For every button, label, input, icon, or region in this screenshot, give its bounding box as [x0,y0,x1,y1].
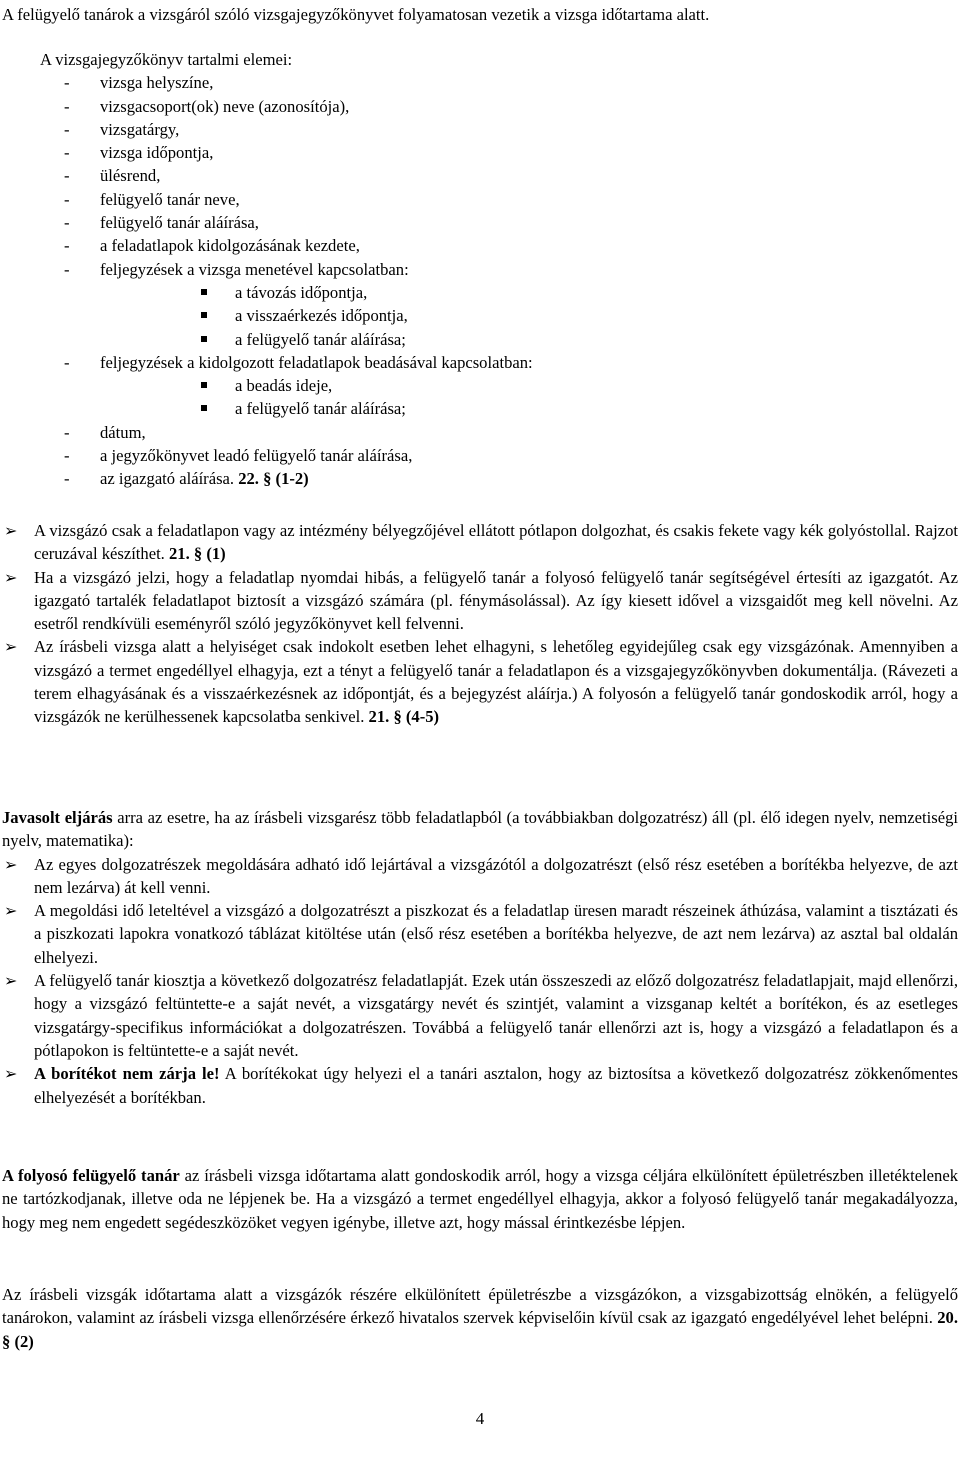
dash-marker: - [64,189,70,209]
procedure-item: ➢ A borítékot nem zárja le! A borítékokat úgy helyezi el a tanári asztalon, hogy az biztosítsa a következő dolgozatrész zökkenőmentes elhelyezését a borítékban. [4,1064,958,1107]
square-bullet-icon [201,405,207,411]
dash-marker: - [64,352,70,372]
legal-reference: 21. § (4-5) [368,707,440,727]
dash-marker: - [64,236,70,256]
list-item: - felügyelő tanár neve, [40,188,940,211]
rule-item: ➢ Ha a vizsgázó jelzi, hogy a feladatlap nyomdai hibás, a felügyelő tanár a folyosó felügyelő tanár segítségével értesíti az igazgatót. Az igazgató tartalék feladatlapot biztosít a vizsgázó számára (pl. fénymásolással). Az így kiesett idővel a vizsgaidőt meg kell növelni. Az esetről rendkívüli eseményről szóló jegyzőkönyvet kell felvenni. [4,567,958,634]
legal-reference: 22. § (1-2) [238,469,309,489]
dash-marker: - [64,259,70,279]
procedure-item: ➢ A megoldási idő leteltével a vizsgázó a dolgozatrészt a piszkozat és a feladatlap üresen maradt részeinek áthúzása, valamint a tisztázati és a piszkozati lapokra vonatkozó táblázat kitöltése után (első rész esetében a borítékba helyezve, de azt nem lezárva) az asztal bal oldalán elhelyezi. [4,901,958,967]
rule-item: ➢ Az írásbeli vizsga alatt a helyiséget csak indokolt esetben lehet elhagyni, s lehetőleg egyidejűleg csak egy vizsgázónak. Amennyiben a vizsgázó a termet engedéllyel elhagyja, ezt a tényt a felügyelő tanár a feladatlapon és a vizsgajegyzőkönyvben dokumentálja. (Rávezeti a terem elhagyásának és a visszaérkezésnek az időpontját, és a bejegyzést aláírja.) A folyosón a felügyelő tanár gondoskodik arról, hogy a vizsgázók ne kerülhessenek kapcsolatba senkivel. 21. § (4-5) [4,637,958,727]
arrow-bullet-icon: ➢ [4,521,18,540]
arrow-bullet-icon: ➢ [4,567,18,587]
list-item: - vizsgatárgy, [40,118,940,141]
sub-list-item: a beadás ideje, [40,374,940,397]
procedure-intro: Javasolt eljárás arra az esetre, ha az írásbeli vizsgarész több feladatlapból (a továbbiakban dolgozatrész) áll (pl. élő idegen nyelv, nemzetiségi nyelv, matematika): [2,808,958,851]
rules-list [2,519,958,729]
procedure-section [2,806,958,1109]
list-item: - felügyelő tanár aláírása, [40,211,940,234]
arrow-bullet-icon: ➢ [4,971,18,991]
list-item: - vizsga helyszíne, [40,71,940,94]
contents-list [40,48,940,491]
dash-marker: - [64,446,70,466]
contents-heading: A vizsgajegyzőkönyv tartalmi elemei: [40,50,293,69]
square-bullet-icon [201,336,207,342]
dash-marker: - [64,166,70,186]
arrow-bullet-icon: ➢ [4,1064,18,1084]
legal-reference: 21. § (1) [169,544,226,564]
list-item: - vizsgacsoport(ok) neve (azonosítója), [40,95,940,118]
square-bullet-icon [201,289,207,295]
rule-item: ➢ A vizsgázó csak a feladatlapon vagy az intézmény bélyegzőjével ellátott pótlapon dolgozhat, és csakis fekete vagy kék golyóstollal. Rajzot ceruzával készíthet. 21. § (1) [4,521,958,564]
dash-marker: - [64,119,70,139]
list-item: - vizsga időpontja, [40,141,940,164]
procedure-heading: Javasolt eljárás [2,808,113,827]
square-bullet-icon [201,312,207,318]
arrow-bullet-icon: ➢ [4,901,18,921]
sub-list-item: a felügyelő tanár aláírása; [40,328,940,351]
dash-marker: - [64,73,70,93]
dash-marker: - [64,422,70,442]
procedure-item: ➢ Az egyes dolgozatrészek megoldására adható idő lejártával a vizsgázótól a dolgozatrészt (első rész esetében a borítékba helyezve, de azt nem lezárva) át kell venni. [4,854,958,897]
final-paragraph: Az írásbeli vizsgák időtartama alatt a vizsgázók részére elkülönített épületrészbe a vizsgázókon, a vizsgabizottság elnökén, a felügyelő tanárokon, valamint az írásbeli vizsga ellenőrzésére érkező hivatalos szervek képviselőin kívül csak az igazgató engedélyével lehet belépni. 20. § (2) [2,1285,958,1351]
sub-list-item: a felügyelő tanár aláírása; [40,397,940,420]
intro-paragraph: A felügyelő tanárok a vizsgáról szóló vizsgajegyzőkönyvet folyamatosan vezetik a vizsga időtartama alatt. [2,5,710,24]
dash-marker: - [64,213,70,233]
list-item: - az igazgató aláírása. 22. § (1-2) [40,467,940,490]
dash-marker: - [64,143,70,163]
list-item: - a jegyzőkönyvet leadó felügyelő tanár aláírása, [40,444,940,467]
page-number: 4 [475,1409,485,1428]
list-item: - a feladatlapok kidolgozásának kezdete, [40,234,940,257]
arrow-bullet-icon: ➢ [4,637,18,657]
procedure-item: ➢ A felügyelő tanár kiosztja a következő dolgozatrész feladatlapját. Ezek után összeszedi az előző dolgozatrész feladatlapjait, majd ellenőrzi, hogy a vizsgázó feltüntette-e a saját nevét, a vizsgatárgy nevét és szintjét, valamint a vizsganap keltét a borítékon, és az esetleges vizsgatárgy-specifikus információkat a dolgozatrészen. Továbbá a felügyelő tanár ellenőrzi azt is, hogy a vizsgázó a feladatlapon és a pótlapokon is feltüntette-e a saját nevét. [4,971,958,1060]
legal-reference: 20. § (2) [2,1308,958,1351]
square-bullet-icon [201,382,207,388]
sub-list-item: a visszaérkezés időpontja, [40,304,940,327]
dash-marker: - [64,96,70,116]
list-item: - dátum, [40,421,940,444]
dash-marker: - [64,469,70,489]
arrow-bullet-icon: ➢ [4,854,18,874]
list-item: - feljegyzések a kidolgozott feladatlapok beadásával kapcsolatban: [40,351,940,374]
corridor-heading: A folyosó felügyelő tanár [2,1166,180,1185]
list-item: - feljegyzések a vizsga menetével kapcsolatban: [40,258,940,281]
corridor-paragraph: A folyosó felügyelő tanár az írásbeli vizsga időtartama alatt gondoskodik arról, hogy a vizsga céljára elkülönített épületrészben illetéktelenek ne tartózkodjanak, illetve oda ne lépjenek be. Ha a vizsgázó a termet engedéllyel elhagyja, akkor a folyosó felügyelő tanár megakadályozza, hogy meg nem engedett segédeszközöket vegyen igénybe, illetve azt, hogy mással érintkezésbe lépjen. [2,1166,959,1232]
sub-list-item: a távozás időpontja, [40,281,940,304]
list-item: - ülésrend, [40,164,940,187]
procedure-warning: A borítékot nem zárja le! [34,1064,220,1084]
